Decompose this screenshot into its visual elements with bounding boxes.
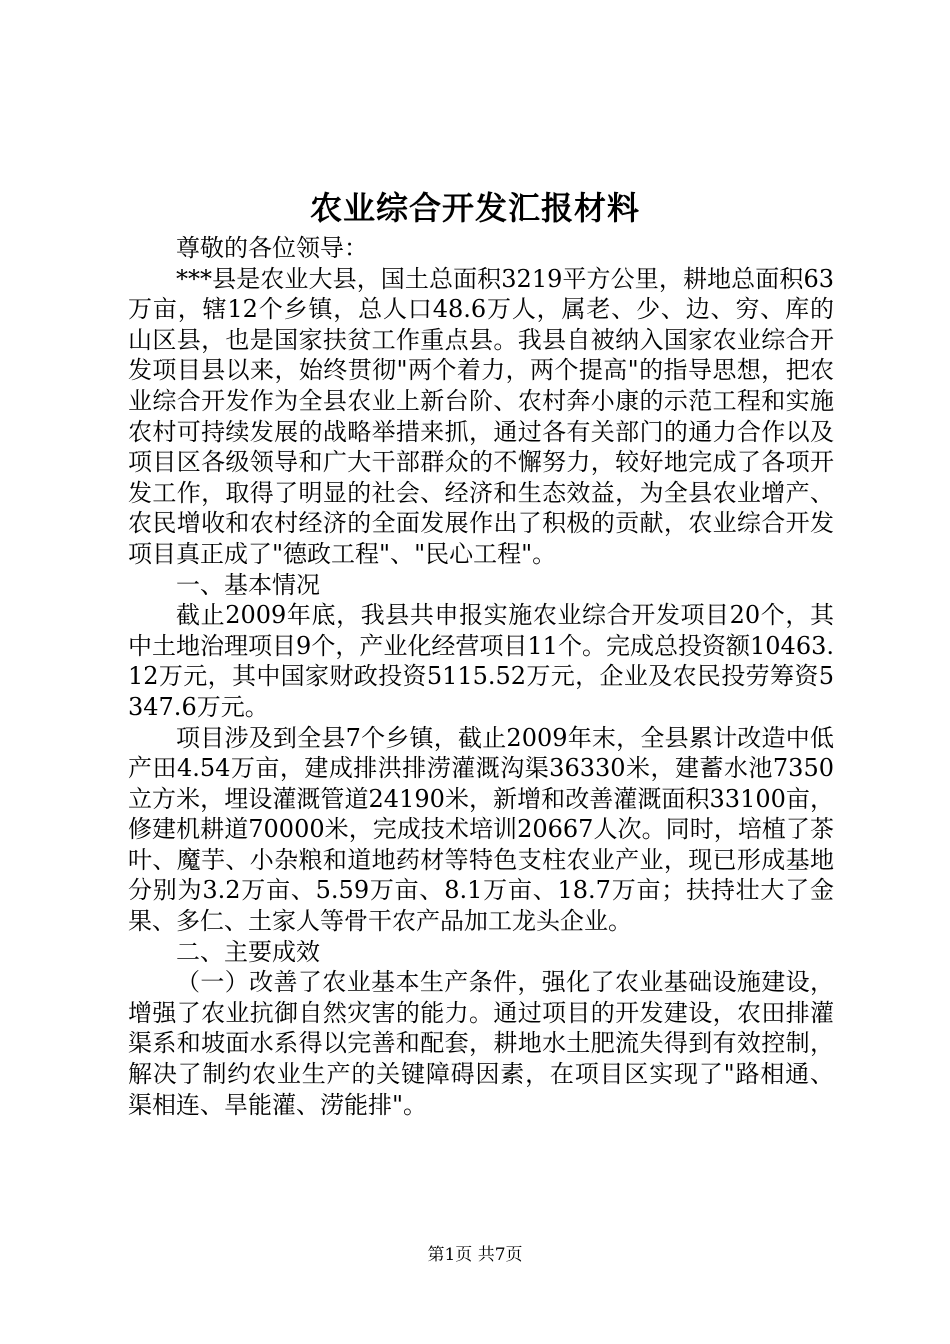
section-heading-results: 二、主要成效: [176, 937, 320, 966]
document-body: [128, 233, 834, 1120]
document-title: 农业综合开发汇报材料: [309, 189, 640, 227]
intro-paragraph: ***县是农业大县，国土总面积3219平方公里，耕地总面积63万亩，辖12个乡镇，总人口48.6万人，属老、少、边、穷、库的山区县，也是国家扶贫工作重点县。我县自被纳入国家农业综合开发项目县以来，始终贯彻"两个着力，两个提高"的指导思想，把农业综合开发作为全县农业上新台阶、农村奔小康的示范工程和实施农村可持续发展的战略举措来抓，通过各有关部门的通力合作以及项目区各级领导和广大干部群众的不懈努力，较好地完成了各项开发工作，取得了明显的社会、经济和生态效益，为全县农业增产、农民增收和农村经济的全面发展作出了积极的贡献，农业综合开发项目真正成了"德政工程"、"民心工程"。: [128, 264, 834, 568]
section-heading-basic: 一、基本情况: [176, 570, 320, 599]
basic-paragraph-2: 项目涉及到全县7个乡镇，截止2009年末，全县累计改造中低产田4.54万亩，建成排洪排涝灌溉沟渠36330米，建蓄水池7350立方米，埋设灌溉管道24190米，新增和改善灌溉面积33100亩，修建机耕道70000米，完成技术培训20667人次。同时，培植了茶叶、魔芋、小杂粮和道地药材等特色支柱农业产业，现已形成基地分别为3.2万亩、5.59万亩、8.1万亩、18.7万亩；扶持壮大了金果、多仁、土家人等骨干农产品加工龙头企业。: [128, 723, 834, 936]
salutation: 尊敬的各位领导：: [176, 234, 368, 262]
basic-paragraph-1: 截止2009年底，我县共申报实施农业综合开发项目20个，其中土地治理项目9个，产业化经营项目11个。完成总投资额10463.12万元，其中国家财政投资5115.52万元，企业及农民投劳筹资5347.6万元。: [128, 601, 834, 721]
page-footer: 第1页 共7页: [427, 1245, 523, 1265]
results-paragraph-1: （一）改善了农业基本生产条件，强化了农业基础设施建设，增强了农业抗御自然灾害的能力。通过项目的开发建设，农田排灌渠系和坡面水系得以完善和配套，耕地水土肥流失得到有效控制，解决了制约农业生产的关键障碍因素，在项目区实现了"路相通、渠相连、旱能灌、涝能排"。: [128, 968, 834, 1119]
